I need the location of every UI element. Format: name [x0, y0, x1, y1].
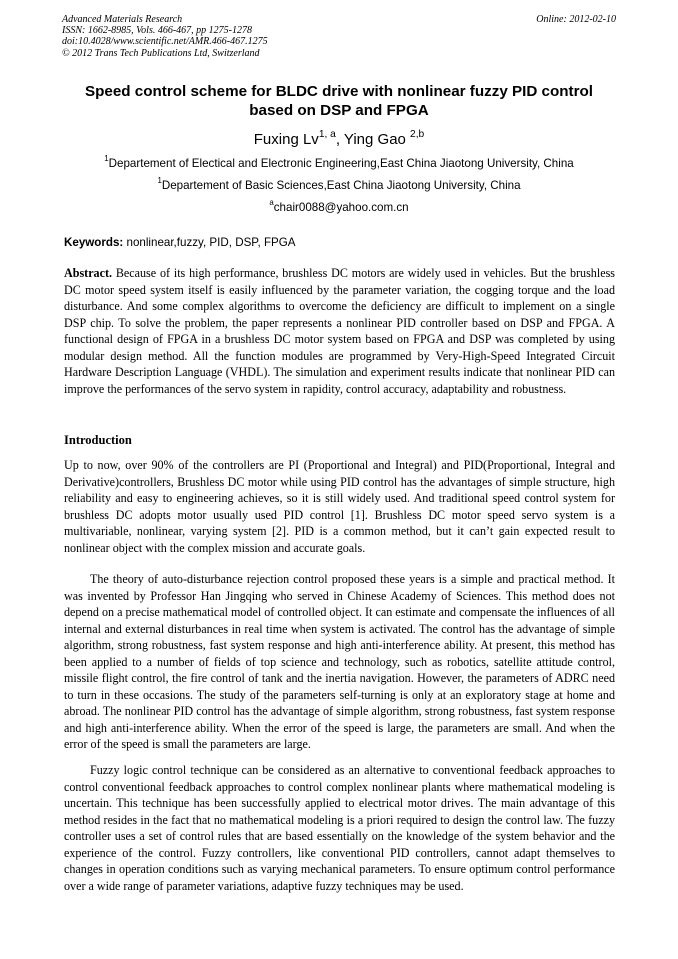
author-email	[62, 198, 616, 215]
abstract-text: Because of its high performance, brushless DC motors are widely used in vehicles. But the brushless DC motor speed system itself is easily influenced by the parameter variation, the cogging torque and the load disturbance. And some complex algorithms to overcome the deficiency are difficult to implement on a single DSP chip. To solve the problem, the paper represents a nonlinear PID controller based on DSP and FPGA. A functional design of FPGA in a brushless DC motor system based on FPGA and DSP was completed by using modular design method. All the function modules are programmed by Very-High-Speed Integrated Circuit Hardware Description Language (VHDL). The simulation and experiment results indicate that nonlinear PID can improve the performances of the servo system in rapidity, control accuracy, adaptability and robustness.	[64, 266, 615, 396]
copyright-line: © 2012 Trans Tech Publications Ltd, Switzerland	[62, 47, 260, 59]
affiliation-1	[62, 154, 616, 171]
title-line-2: based on DSP and FPGA	[249, 102, 429, 119]
affiliation-1-text: Departement of Electical and Electronic Engineering,East China Jiaotong University, China	[108, 157, 574, 170]
affiliation-1-superscript: 1	[104, 154, 109, 164]
author-line	[62, 128, 616, 149]
issn-line: ISSN: 1662-8985, Vols. 466-467, pp 1275-1278	[62, 25, 252, 37]
section-heading-introduction: Introduction	[64, 433, 132, 447]
email-text: chair0088@yahoo.com.cn	[273, 201, 409, 214]
title-line-1: Speed control scheme for BLDC drive with nonlinear fuzzy PID control	[84, 83, 593, 100]
keywords-text: nonlinear,fuzzy, PID, DSP, FPGA	[123, 236, 296, 249]
author-separator: ,	[335, 131, 344, 148]
keywords-label: Keywords:	[64, 236, 124, 249]
introduction-paragraph-2: The theory of auto-disturbance rejection control proposed these years is a simple and practical method. It was invented by Professor Han Jingqing who served in Chinese Academy of Sciences. This method does not depend on a precise mathematical model of controlled object. It can estimate and compensate the influences of all internal and external disturbances in real time when system is activated. The control has the advantage of simple algorithm, strong robustness, fast system response and high anti-interference ability. At present, this method has been applied to a number of fields of top science and technology, such as robotics, satellite attitude control, missile flight control, the fire control of tank and the inertia navigation. However, the parameters of ADRC need to turn in these occasions. The study of the parameters self-turning is only at an exploratory stage at home and abroad. The nonlinear PID control has the advantage of simple algorithm, strong robustness, fast system response and high anti-interference ability. When the error of the speed is large, the parameters are small. And when the error of the speed is small the parameters are large.	[64, 572, 615, 751]
author-1-name: Fuxing Lv	[253, 131, 319, 148]
author-2-superscript: 2,b	[410, 128, 425, 140]
online-date: Online: 2012-02-10	[536, 14, 616, 25]
journal-header	[62, 14, 616, 59]
keywords	[64, 236, 616, 250]
affiliation-2-text: Departement of Basic Sciences,East China Jiaotong University, China	[161, 179, 521, 192]
affiliation-2	[62, 176, 616, 193]
journal-name: Advanced Materials Research	[62, 14, 183, 25]
author-1-superscript: 1, a	[318, 128, 336, 140]
abstract-label: Abstract.	[64, 266, 113, 280]
affiliation-2-superscript: 1	[157, 176, 162, 186]
email-superscript: a	[269, 198, 274, 208]
paper-title	[62, 82, 616, 120]
author-2-name: Ying Gao	[343, 131, 411, 148]
abstract	[64, 265, 615, 397]
doi-line: doi:10.4028/www.scientific.net/AMR.466-467.1275	[62, 36, 268, 48]
introduction-paragraph-3: Fuzzy logic control technique can be considered as an alternative to conventional feedback approaches to control conventional feedback approaches to control complex nonlinear plants where mathematical modeling is uncertain. This technique has been successfully applied to electrical motor drives. The main advantage of this method resides in the fact that no mathematical modeling is a priori required to design the control law. The fuzzy controller uses a set of control rules that are based essentially on the knowledge of the system behavior and the experience of the control. Fuzzy controllers, like conventional PID controllers, cannot adapt themselves to changes in operation conditions such as varying mechanical parameters. To ensure optimum control performance over a wide range of parameter variations, adaptive fuzzy techniques may be used.	[64, 763, 615, 893]
introduction-paragraph-1: Up to now, over 90% of the controllers are PI (Proportional and Integral) and PID(Proportional, Integral and Derivative)controllers, Brushless DC motor while using PID control has the advantages of simple structure, high reliability and easy to engineering achieves, so it is still widely used. And traditional speed control system for brushless DC adopts motor usually used PID control [1]. Brushless DC motor speed servo system is a multivariable, nonlinear, varying system [2]. PID is a common method, but it can’t gain expected result to nonlinear object with the complex mission and accurate goals.	[64, 458, 615, 555]
